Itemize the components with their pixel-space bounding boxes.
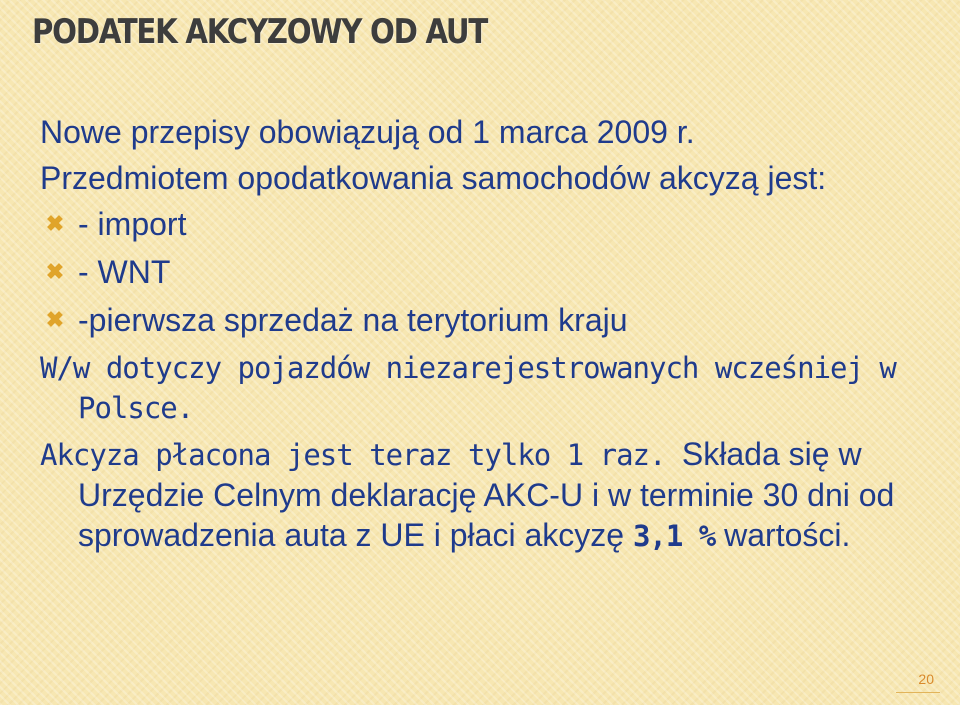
list-item [40,300,940,340]
text-line-excise-end: wartości. [715,517,851,553]
text-line-excise-once: Akcyza płacona jest teraz tylko 1 raz. [40,438,682,472]
page-number: 20 [918,671,934,687]
x-mark-icon: ✖ [45,259,65,284]
title-bar [0,0,960,62]
text-line-vehicles: W/w dotyczy pojazdów niezarejestrowanych wcześniej w Polsce. [40,351,896,425]
list-item-label: - WNT [78,254,171,290]
x-mark-icon: ✖ [45,211,65,236]
excise-rate: 3,1 % [632,519,716,553]
text-line-subject: Przedmiotem opodatkowania samochodów akcyzą jest: [40,160,827,196]
slide-title: PODATEK AKCYZOWY OD AUT [32,12,488,52]
list-item [40,252,940,292]
text-line-excise [40,434,940,556]
list-item [40,204,940,244]
text-line-excise-declaration: Składa się w Urzędzie Celnym deklarację AKC-U i w terminie 30 dni od sprowadzenia auta z UE i płaci akcyzę [78,436,895,553]
list-item-label: -pierwsza sprzedaż na terytorium kraju [78,302,628,338]
x-mark-icon: ✖ [45,307,65,332]
text-line-date: Nowe przepisy obowiązują od 1 marca 2009 r. [40,114,695,150]
page-number-underline [896,692,940,693]
slide-content [40,112,940,562]
list-item-label: - import [78,206,187,242]
